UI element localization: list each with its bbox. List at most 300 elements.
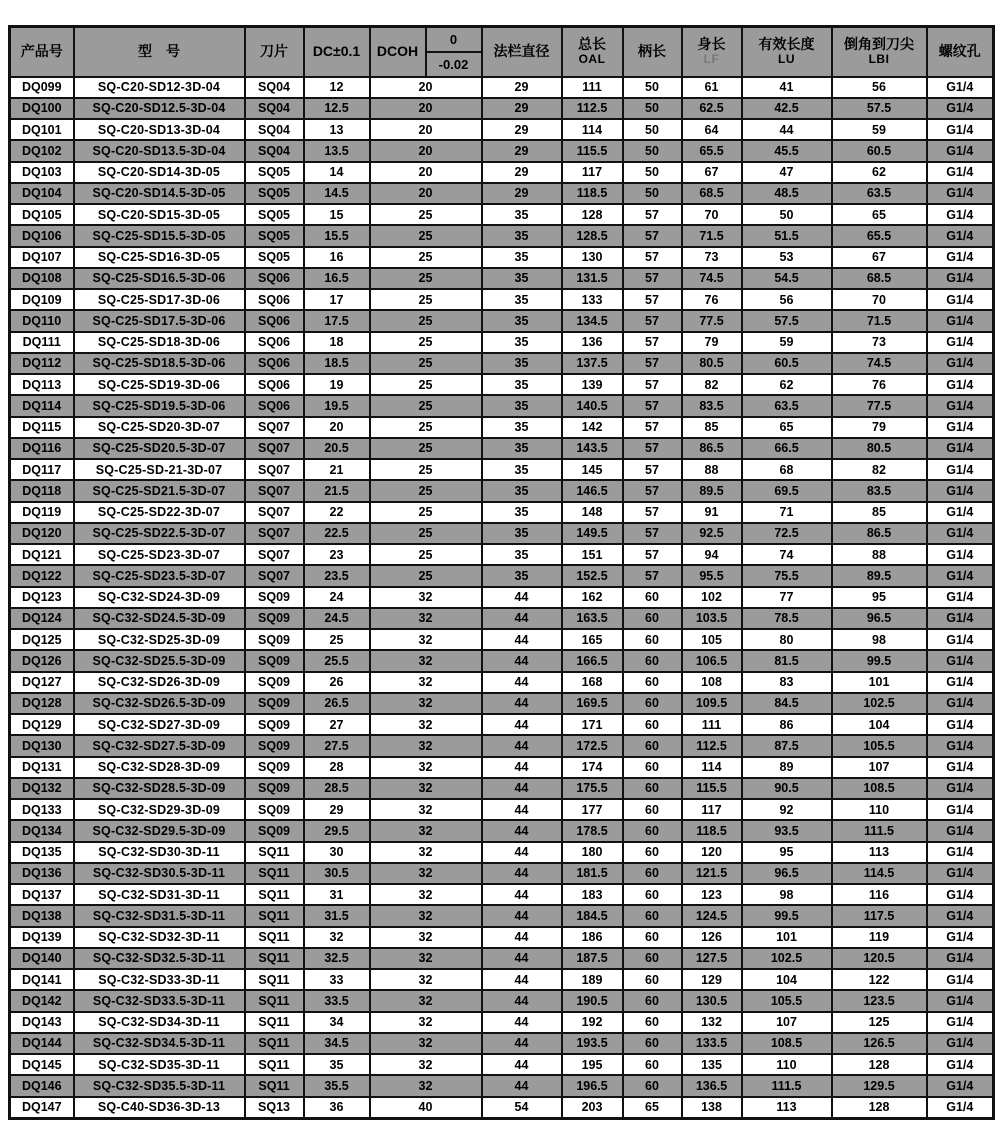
cell-thread-hole: G1/4 <box>927 438 994 459</box>
cell-oal: 118.5 <box>562 183 623 204</box>
cell-oal: 175.5 <box>562 778 623 799</box>
cell-thread-hole: G1/4 <box>927 1012 994 1033</box>
header-flange-dia <box>482 27 562 77</box>
cell-oal: 114 <box>562 119 623 140</box>
cell-product-no: DQ122 <box>10 565 74 586</box>
cell-lf: 70 <box>682 204 742 225</box>
cell-oal: 196.5 <box>562 1075 623 1096</box>
cell-shank-length: 65 <box>623 1097 682 1119</box>
header-thread-hole-label: 螺纹孔 <box>938 43 981 60</box>
cell-lf: 94 <box>682 544 742 565</box>
cell-lf: 130.5 <box>682 990 742 1011</box>
cell-oal: 169.5 <box>562 693 623 714</box>
cell-product-no: DQ114 <box>10 395 74 416</box>
cell-flange-dia: 54 <box>482 1097 562 1119</box>
cell-dcoh: 32 <box>370 948 482 969</box>
cell-lbi: 117.5 <box>832 905 927 926</box>
cell-oal: 143.5 <box>562 438 623 459</box>
header-dcoh <box>370 27 426 77</box>
cell-oal: 148 <box>562 502 623 523</box>
header-dcoh-label: DCOH <box>376 43 419 60</box>
cell-shank-length: 60 <box>623 693 682 714</box>
cell-blade: SQ09 <box>245 672 304 693</box>
cell-lbi: 116 <box>832 884 927 905</box>
cell-lbi: 80.5 <box>832 438 927 459</box>
cell-thread-hole: G1/4 <box>927 204 994 225</box>
cell-thread-hole: G1/4 <box>927 459 994 480</box>
cell-oal: 134.5 <box>562 310 623 331</box>
header-lbi <box>832 27 927 77</box>
cell-lu: 83 <box>742 672 832 693</box>
cell-product-no: DQ104 <box>10 183 74 204</box>
cell-blade: SQ06 <box>245 374 304 395</box>
header-oal-cn: 总长 <box>578 35 606 52</box>
cell-lf: 102 <box>682 587 742 608</box>
cell-oal: 177 <box>562 799 623 820</box>
cell-blade: SQ09 <box>245 693 304 714</box>
table-row <box>10 289 994 310</box>
cell-dcoh: 25 <box>370 395 482 416</box>
cell-oal: 128.5 <box>562 225 623 246</box>
cell-dcoh: 32 <box>370 608 482 629</box>
header-lbi-cn: 倒角到刀尖 <box>844 35 914 52</box>
cell-lf: 73 <box>682 247 742 268</box>
cell-dcoh: 25 <box>370 459 482 480</box>
cell-dc: 32.5 <box>304 948 370 969</box>
cell-model: SQ-C32-SD34.5-3D-11 <box>74 1033 245 1054</box>
cell-thread-hole: G1/4 <box>927 693 994 714</box>
cell-model: SQ-C25-SD19-3D-06 <box>74 374 245 395</box>
cell-oal: 193.5 <box>562 1033 623 1054</box>
cell-lf: 76 <box>682 289 742 310</box>
cell-lu: 57.5 <box>742 310 832 331</box>
header-model <box>74 27 245 77</box>
cell-shank-length: 57 <box>623 268 682 289</box>
cell-dc: 14 <box>304 162 370 183</box>
cell-lbi: 126.5 <box>832 1033 927 1054</box>
cell-thread-hole: G1/4 <box>927 650 994 671</box>
cell-lf: 118.5 <box>682 820 742 841</box>
header-product-no <box>10 27 74 77</box>
cell-lu: 53 <box>742 247 832 268</box>
cell-model: SQ-C25-SD21.5-3D-07 <box>74 480 245 501</box>
cell-dc: 20.5 <box>304 438 370 459</box>
cell-lu: 101 <box>742 927 832 948</box>
cell-lbi: 60.5 <box>832 140 927 161</box>
cell-dcoh: 25 <box>370 374 482 395</box>
cell-dcoh: 32 <box>370 735 482 756</box>
table-row <box>10 183 994 204</box>
cell-model: SQ-C32-SD26-3D-09 <box>74 672 245 693</box>
cell-shank-length: 50 <box>623 98 682 119</box>
cell-lu: 45.5 <box>742 140 832 161</box>
table-row <box>10 608 994 629</box>
cell-dcoh: 32 <box>370 693 482 714</box>
cell-product-no: DQ139 <box>10 927 74 948</box>
cell-lf: 105 <box>682 629 742 650</box>
cell-dcoh: 25 <box>370 565 482 586</box>
table-row <box>10 459 994 480</box>
cell-dc: 32 <box>304 927 370 948</box>
cell-lf: 95.5 <box>682 565 742 586</box>
cell-dcoh: 20 <box>370 183 482 204</box>
tolerance-upper: 0 <box>427 28 481 53</box>
cell-thread-hole: G1/4 <box>927 948 994 969</box>
cell-dc: 14.5 <box>304 183 370 204</box>
cell-dc: 19 <box>304 374 370 395</box>
cell-product-no: DQ109 <box>10 289 74 310</box>
cell-flange-dia: 35 <box>482 374 562 395</box>
cell-dc: 18 <box>304 332 370 353</box>
cell-flange-dia: 44 <box>482 757 562 778</box>
cell-thread-hole: G1/4 <box>927 119 994 140</box>
cell-thread-hole: G1/4 <box>927 884 994 905</box>
cell-dc: 31.5 <box>304 905 370 926</box>
cell-model: SQ-C32-SD33.5-3D-11 <box>74 990 245 1011</box>
cell-thread-hole: G1/4 <box>927 927 994 948</box>
table-row <box>10 587 994 608</box>
cell-dc: 21.5 <box>304 480 370 501</box>
cell-flange-dia: 44 <box>482 672 562 693</box>
cell-flange-dia: 44 <box>482 799 562 820</box>
cell-thread-hole: G1/4 <box>927 140 994 161</box>
cell-product-no: DQ132 <box>10 778 74 799</box>
cell-shank-length: 50 <box>623 119 682 140</box>
cell-dc: 17.5 <box>304 310 370 331</box>
cell-lbi: 99.5 <box>832 650 927 671</box>
table-row <box>10 735 994 756</box>
cell-model: SQ-C32-SD35.5-3D-11 <box>74 1075 245 1096</box>
cell-shank-length: 60 <box>623 1012 682 1033</box>
cell-product-no: DQ123 <box>10 587 74 608</box>
cell-flange-dia: 35 <box>482 225 562 246</box>
cell-lu: 102.5 <box>742 948 832 969</box>
cell-oal: 117 <box>562 162 623 183</box>
cell-dcoh: 32 <box>370 820 482 841</box>
cell-flange-dia: 35 <box>482 395 562 416</box>
cell-oal: 115.5 <box>562 140 623 161</box>
cell-lbi: 113 <box>832 842 927 863</box>
cell-lu: 99.5 <box>742 905 832 926</box>
cell-lf: 127.5 <box>682 948 742 969</box>
cell-shank-length: 60 <box>623 1054 682 1075</box>
table-row <box>10 990 994 1011</box>
cell-dc: 24 <box>304 587 370 608</box>
cell-product-no: DQ136 <box>10 863 74 884</box>
cell-blade: SQ04 <box>245 140 304 161</box>
cell-flange-dia: 35 <box>482 502 562 523</box>
cell-shank-length: 60 <box>623 990 682 1011</box>
cell-dcoh: 32 <box>370 799 482 820</box>
cell-lf: 132 <box>682 1012 742 1033</box>
cell-dc: 28.5 <box>304 778 370 799</box>
cell-product-no: DQ147 <box>10 1097 74 1119</box>
cell-dc: 15 <box>304 204 370 225</box>
cell-model: SQ-C32-SD24-3D-09 <box>74 587 245 608</box>
cell-model: SQ-C20-SD14-3D-05 <box>74 162 245 183</box>
cell-dc: 23.5 <box>304 565 370 586</box>
cell-shank-length: 60 <box>623 948 682 969</box>
cell-dcoh: 25 <box>370 417 482 438</box>
cell-shank-length: 60 <box>623 927 682 948</box>
cell-lu: 75.5 <box>742 565 832 586</box>
cell-blade: SQ09 <box>245 714 304 735</box>
cell-model: SQ-C32-SD29-3D-09 <box>74 799 245 820</box>
cell-product-no: DQ145 <box>10 1054 74 1075</box>
cell-oal: 178.5 <box>562 820 623 841</box>
cell-model: SQ-C25-SD16.5-3D-06 <box>74 268 245 289</box>
cell-lu: 96.5 <box>742 863 832 884</box>
cell-blade: SQ05 <box>245 204 304 225</box>
cell-lbi: 71.5 <box>832 310 927 331</box>
header-shank <box>623 27 682 77</box>
table-row <box>10 523 994 544</box>
cell-shank-length: 50 <box>623 162 682 183</box>
cell-lbi: 105.5 <box>832 735 927 756</box>
cell-model: SQ-C25-SD18.5-3D-06 <box>74 353 245 374</box>
header-dc <box>304 27 370 77</box>
cell-blade: SQ06 <box>245 332 304 353</box>
cell-dc: 33.5 <box>304 990 370 1011</box>
cell-product-no: DQ141 <box>10 969 74 990</box>
cell-oal: 190.5 <box>562 990 623 1011</box>
table-row <box>10 332 994 353</box>
cell-thread-hole: G1/4 <box>927 799 994 820</box>
cell-dc: 34.5 <box>304 1033 370 1054</box>
cell-model: SQ-C20-SD15-3D-05 <box>74 204 245 225</box>
cell-dc: 12.5 <box>304 98 370 119</box>
cell-lbi: 129.5 <box>832 1075 927 1096</box>
cell-blade: SQ09 <box>245 629 304 650</box>
cell-flange-dia: 35 <box>482 480 562 501</box>
cell-dcoh: 25 <box>370 523 482 544</box>
cell-blade: SQ11 <box>245 884 304 905</box>
cell-shank-length: 57 <box>623 332 682 353</box>
cell-oal: 139 <box>562 374 623 395</box>
cell-shank-length: 60 <box>623 969 682 990</box>
cell-lu: 89 <box>742 757 832 778</box>
cell-dcoh: 32 <box>370 757 482 778</box>
cell-blade: SQ07 <box>245 438 304 459</box>
cell-oal: 137.5 <box>562 353 623 374</box>
header-lu-cn: 有效长度 <box>758 35 815 52</box>
cell-model: SQ-C20-SD13-3D-04 <box>74 119 245 140</box>
cell-oal: 165 <box>562 629 623 650</box>
cell-dcoh: 32 <box>370 990 482 1011</box>
cell-lf: 103.5 <box>682 608 742 629</box>
cell-product-no: DQ140 <box>10 948 74 969</box>
cell-thread-hole: G1/4 <box>927 863 994 884</box>
cell-thread-hole: G1/4 <box>927 1033 994 1054</box>
cell-oal: 166.5 <box>562 650 623 671</box>
cell-oal: 136 <box>562 332 623 353</box>
table-row <box>10 672 994 693</box>
cell-dcoh: 32 <box>370 672 482 693</box>
cell-lbi: 77.5 <box>832 395 927 416</box>
cell-model: SQ-C32-SD33-3D-11 <box>74 969 245 990</box>
cell-lu: 54.5 <box>742 268 832 289</box>
cell-blade: SQ07 <box>245 480 304 501</box>
cell-lbi: 68.5 <box>832 268 927 289</box>
cell-lu: 59 <box>742 332 832 353</box>
table-row <box>10 693 994 714</box>
cell-product-no: DQ133 <box>10 799 74 820</box>
cell-lf: 85 <box>682 417 742 438</box>
cell-dc: 35 <box>304 1054 370 1075</box>
cell-lu: 65 <box>742 417 832 438</box>
cell-thread-hole: G1/4 <box>927 757 994 778</box>
cell-lbi: 56 <box>832 77 927 98</box>
cell-thread-hole: G1/4 <box>927 905 994 926</box>
cell-flange-dia: 44 <box>482 905 562 926</box>
cell-lf: 111 <box>682 714 742 735</box>
cell-flange-dia: 44 <box>482 863 562 884</box>
cell-lbi: 128 <box>832 1054 927 1075</box>
cell-blade: SQ06 <box>245 353 304 374</box>
cell-lbi: 120.5 <box>832 948 927 969</box>
table-row <box>10 353 994 374</box>
cell-model: SQ-C25-SD-21-3D-07 <box>74 459 245 480</box>
cell-oal: 146.5 <box>562 480 623 501</box>
cell-product-no: DQ125 <box>10 629 74 650</box>
cell-flange-dia: 35 <box>482 310 562 331</box>
cell-thread-hole: G1/4 <box>927 608 994 629</box>
cell-oal: 174 <box>562 757 623 778</box>
cell-model: SQ-C25-SD17-3D-06 <box>74 289 245 310</box>
cell-flange-dia: 44 <box>482 1054 562 1075</box>
cell-shank-length: 57 <box>623 204 682 225</box>
cell-blade: SQ11 <box>245 1033 304 1054</box>
cell-thread-hole: G1/4 <box>927 332 994 353</box>
cell-dc: 27.5 <box>304 735 370 756</box>
table-row <box>10 799 994 820</box>
cell-lbi: 83.5 <box>832 480 927 501</box>
cell-product-no: DQ103 <box>10 162 74 183</box>
cell-oal: 151 <box>562 544 623 565</box>
cell-oal: 168 <box>562 672 623 693</box>
cell-shank-length: 57 <box>623 225 682 246</box>
cell-product-no: DQ144 <box>10 1033 74 1054</box>
cell-lbi: 70 <box>832 289 927 310</box>
cell-shank-length: 60 <box>623 757 682 778</box>
cell-oal: 112.5 <box>562 98 623 119</box>
cell-lbi: 123.5 <box>832 990 927 1011</box>
cell-oal: 180 <box>562 842 623 863</box>
cell-flange-dia: 44 <box>482 1075 562 1096</box>
cell-blade: SQ11 <box>245 1012 304 1033</box>
cell-flange-dia: 44 <box>482 969 562 990</box>
cell-dcoh: 32 <box>370 842 482 863</box>
cell-lbi: 122 <box>832 969 927 990</box>
cell-blade: SQ05 <box>245 183 304 204</box>
cell-product-no: DQ099 <box>10 77 74 98</box>
cell-model: SQ-C25-SD17.5-3D-06 <box>74 310 245 331</box>
cell-shank-length: 57 <box>623 438 682 459</box>
cell-dcoh: 32 <box>370 587 482 608</box>
cell-oal: 187.5 <box>562 948 623 969</box>
cell-lu: 51.5 <box>742 225 832 246</box>
cell-lbi: 85 <box>832 502 927 523</box>
cell-dcoh: 32 <box>370 1012 482 1033</box>
table-row <box>10 969 994 990</box>
cell-lbi: 86.5 <box>832 523 927 544</box>
cell-lu: 74 <box>742 544 832 565</box>
table-body <box>10 77 994 1119</box>
cell-shank-length: 60 <box>623 672 682 693</box>
cell-product-no: DQ117 <box>10 459 74 480</box>
cell-lu: 50 <box>742 204 832 225</box>
cell-lu: 78.5 <box>742 608 832 629</box>
table-row <box>10 374 994 395</box>
cell-thread-hole: G1/4 <box>927 842 994 863</box>
cell-lbi: 59 <box>832 119 927 140</box>
table-header <box>10 27 994 77</box>
cell-shank-length: 60 <box>623 1075 682 1096</box>
cell-dcoh: 32 <box>370 969 482 990</box>
cell-lu: 105.5 <box>742 990 832 1011</box>
cell-dcoh: 25 <box>370 204 482 225</box>
cell-model: SQ-C32-SD29.5-3D-09 <box>74 820 245 841</box>
table-row <box>10 1012 994 1033</box>
cell-lbi: 111.5 <box>832 820 927 841</box>
cell-lu: 87.5 <box>742 735 832 756</box>
header-lu-en: LU <box>778 51 795 66</box>
cell-flange-dia: 29 <box>482 77 562 98</box>
cell-oal: 111 <box>562 77 623 98</box>
cell-lbi: 108.5 <box>832 778 927 799</box>
cell-oal: 192 <box>562 1012 623 1033</box>
cell-oal: 195 <box>562 1054 623 1075</box>
cell-thread-hole: G1/4 <box>927 77 994 98</box>
cell-flange-dia: 44 <box>482 735 562 756</box>
table-row <box>10 502 994 523</box>
cell-lu: 47 <box>742 162 832 183</box>
cell-product-no: DQ126 <box>10 650 74 671</box>
cell-dcoh: 25 <box>370 268 482 289</box>
cell-lf: 86.5 <box>682 438 742 459</box>
cell-blade: SQ11 <box>245 1075 304 1096</box>
cell-lu: 71 <box>742 502 832 523</box>
cell-lbi: 102.5 <box>832 693 927 714</box>
cell-model: SQ-C32-SD34-3D-11 <box>74 1012 245 1033</box>
cell-lbi: 110 <box>832 799 927 820</box>
cell-oal: 152.5 <box>562 565 623 586</box>
cell-shank-length: 57 <box>623 353 682 374</box>
cell-dc: 33 <box>304 969 370 990</box>
cell-oal: 203 <box>562 1097 623 1119</box>
cell-flange-dia: 44 <box>482 608 562 629</box>
cell-lu: 98 <box>742 884 832 905</box>
cell-thread-hole: G1/4 <box>927 629 994 650</box>
cell-dc: 16 <box>304 247 370 268</box>
cell-blade: SQ09 <box>245 820 304 841</box>
cell-dc: 30.5 <box>304 863 370 884</box>
table-row <box>10 650 994 671</box>
cell-lu: 104 <box>742 969 832 990</box>
cell-model: SQ-C32-SD28-3D-09 <box>74 757 245 778</box>
cell-blade: SQ07 <box>245 565 304 586</box>
table-row <box>10 119 994 140</box>
tolerance-lower: -0.02 <box>438 56 469 72</box>
cell-lf: 77.5 <box>682 310 742 331</box>
cell-model: SQ-C32-SD25-3D-09 <box>74 629 245 650</box>
cell-dc: 12 <box>304 77 370 98</box>
cell-oal: 163.5 <box>562 608 623 629</box>
cell-lbi: 89.5 <box>832 565 927 586</box>
cell-model: SQ-C32-SD27.5-3D-09 <box>74 735 245 756</box>
header-thread-hole <box>927 27 994 77</box>
cell-shank-length: 60 <box>623 820 682 841</box>
